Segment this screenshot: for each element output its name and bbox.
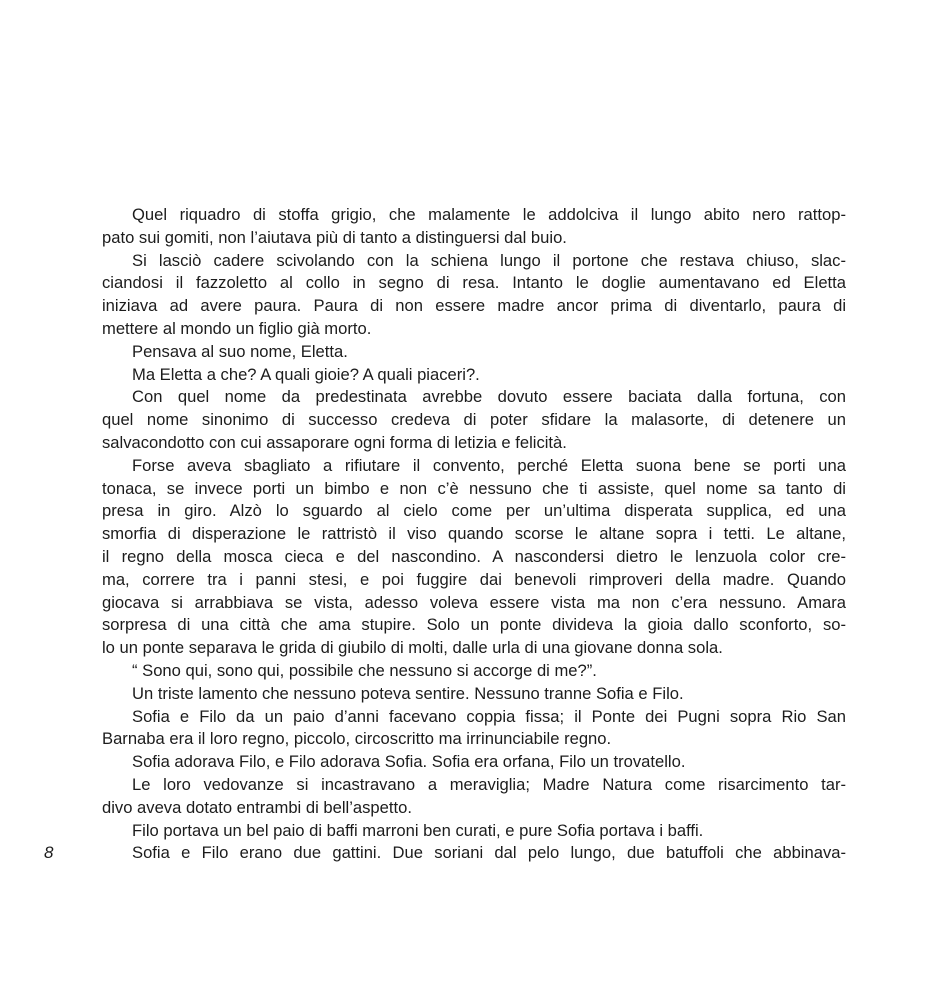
text-line — [102, 614, 846, 637]
text-line-content: Sofia e Filo da un paio d’anni facevano coppia fissa; il Ponte dei Pugni sopra Rio San — [132, 706, 846, 726]
text-line-content: quel nome sinonimo di successo credeva di poter sfidare la malasorte, di detenere un — [102, 410, 846, 430]
text-line — [102, 523, 846, 546]
text-line — [102, 774, 846, 797]
text-line — [102, 660, 846, 683]
text-line — [102, 386, 846, 409]
text-line — [102, 318, 846, 341]
text-line-content: mettere al mondo un figlio già morto. — [102, 318, 372, 338]
text-line — [102, 728, 846, 751]
text-line — [102, 546, 846, 569]
text-line-content: iniziava ad avere paura. Paura di non essere madre ancor prima di diventarlo, paura di — [102, 296, 846, 316]
text-line — [102, 842, 846, 865]
text-line-content: Pensava al suo nome, Eletta. — [132, 341, 348, 361]
text-line — [102, 295, 846, 318]
text-line — [102, 751, 846, 774]
text-line — [102, 341, 846, 364]
text-line — [102, 820, 846, 843]
body-text — [102, 204, 846, 865]
text-line-content: presa in giro. Alzò lo sguardo al cielo come per un’ultima disperata supplica, ed una — [102, 501, 846, 521]
text-line-content: sorpresa di una città che ama stupire. Solo un ponte divideva la gioia dallo sconforto, so- — [102, 615, 846, 635]
text-line-content: ma, correre tra i panni stesi, e poi fuggire dai benevoli rimproveri della madre. Quando — [102, 569, 846, 589]
text-line — [102, 204, 846, 227]
text-line — [102, 455, 846, 478]
text-line-content: Filo portava un bel paio di baffi marroni ben curati, e pure Sofia portava i baffi. — [132, 820, 704, 840]
text-line — [102, 500, 846, 523]
text-line-content: divo aveva dotato entrambi di bell’aspetto. — [102, 797, 412, 817]
text-line — [102, 272, 846, 295]
text-line-content: salvacondotto con cui assaporare ogni forma di letizia e felicità. — [102, 432, 567, 452]
text-line — [102, 432, 846, 455]
text-line — [102, 683, 846, 706]
text-line-content: pato sui gomiti, non l’aiutava più di tanto a distinguersi dal buio. — [102, 227, 567, 247]
text-line-content: Barnaba era il loro regno, piccolo, circoscritto ma irrinunciabile regno. — [102, 729, 612, 749]
text-line — [102, 592, 846, 615]
page-number: 8 — [44, 843, 54, 862]
text-line-content: smorfia di disperazione le rattristò il viso quando scorse le altane sopra i tetti. Le altane, — [102, 524, 846, 544]
text-line-content: Con quel nome da predestinata avrebbe dovuto essere baciata dalla fortuna, con — [132, 387, 846, 407]
text-line-content: Sofia e Filo erano due gattini. Due soriani dal pelo lungo, due batuffoli che abbinava- — [132, 843, 846, 863]
text-line — [102, 250, 846, 273]
text-line-content: Le loro vedovanze si incastravano a meraviglia; Madre Natura come risarcimento tar- — [132, 774, 846, 794]
text-line — [102, 706, 846, 729]
text-line-content: Un triste lamento che nessuno poteva sentire. Nessuno tranne Sofia e Filo. — [132, 683, 684, 703]
text-line-content: Quel riquadro di stoffa grigio, che malamente le addolciva il lungo abito nero rattop- — [132, 205, 846, 224]
text-line-content: Sofia adorava Filo, e Filo adorava Sofia. Sofia era orfana, Filo un trovatello. — [132, 752, 686, 772]
text-line — [102, 409, 846, 432]
text-line-content: Forse aveva sbagliato a rifiutare il convento, perché Eletta suona bene se porti una — [132, 455, 846, 475]
text-line — [102, 797, 846, 820]
text-line — [102, 569, 846, 592]
text-line — [102, 227, 846, 250]
text-line — [102, 478, 846, 501]
text-line — [102, 637, 846, 660]
text-line-content: giocava si arrabbiava se vista, adesso voleva essere vista ma non c’era nessuno. Amara — [102, 592, 846, 612]
text-line-content: lo un ponte separava le grida di giubilo di molti, dalle urla di una giovane donna sola. — [102, 638, 723, 658]
text-line-content: “ Sono qui, sono qui, possibile che nessuno si accorge di me?”. — [132, 660, 597, 680]
text-line-content: tonaca, se invece porti un bimbo e non c’è nessuno che ti assiste, quel nome sa tanto di — [102, 478, 846, 498]
text-line-content: Ma Eletta a che? A quali gioie? A quali piaceri?. — [132, 364, 480, 384]
text-line-content: il regno della mosca cieca e del nascondino. A nascondersi dietro le lenzuola color cre- — [102, 546, 846, 566]
text-line-content: Si lasciò cadere scivolando con la schiena lungo il portone che restava chiuso, slac- — [132, 250, 846, 270]
text-line-content: ciandosi il fazzoletto al collo in segno di resa. Intanto le doglie aumentavano ed Eletta — [102, 273, 846, 293]
text-line — [102, 364, 846, 387]
